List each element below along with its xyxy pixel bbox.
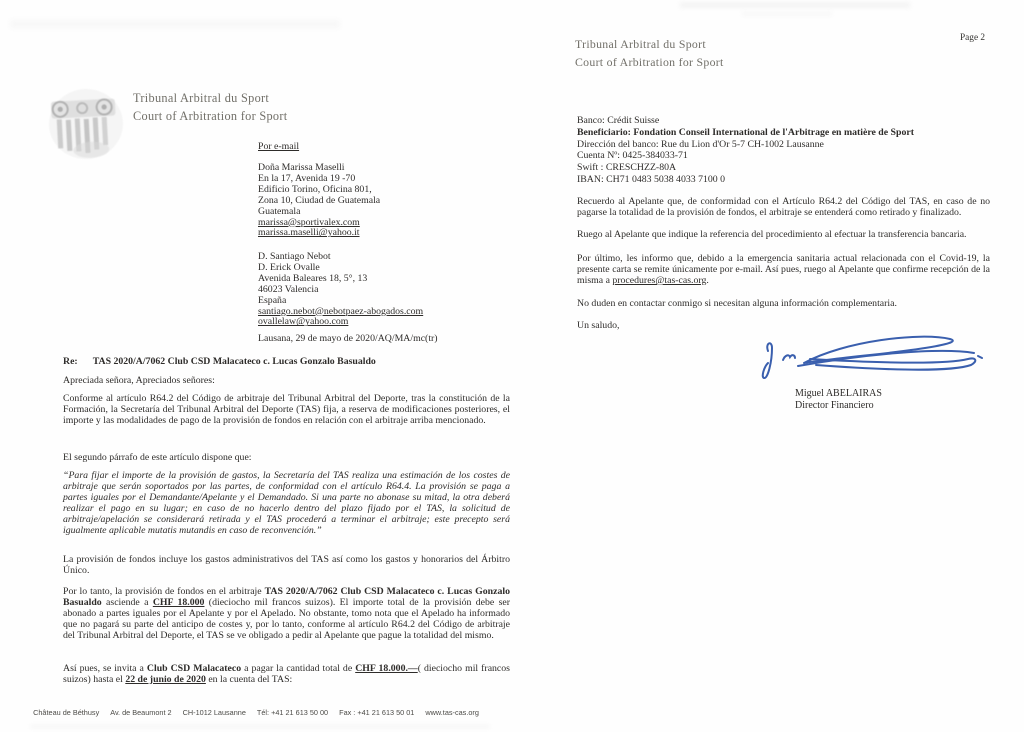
procedures-email: procedures@tas-cas.org bbox=[612, 275, 707, 286]
signer-title: Director Financiero bbox=[795, 399, 874, 411]
paragraph-2-intro: El segundo párrafo de este artículo dispone que: bbox=[63, 452, 252, 463]
closing: Un saludo, bbox=[577, 320, 620, 331]
text-run: . bbox=[706, 275, 709, 286]
rule-quote: “Para fijar el importe de la provisión de gastos, la Secretaría del TAS realiza una estimación de los costes de arbitraje que serán soportados por las partes, de conformidad con el artículo R64.4. La provisión se paga a partes iguales por el Demandante/Apelante y el Demandado. Si una parte no abonase su mitad, la otra deberá realizar el pago en su lugar; en caso de no hacerlo dentro del plazo fijado por el TAS, la solicitud de arbitraje/apelación se considerará retirada y el TAS procederá a terminar el arbitraje; este precepto será igualmente aplicable mutatis mutandis en caso de reconvención.” bbox=[63, 470, 510, 536]
bank-details-block bbox=[577, 115, 914, 186]
paragraph-1: Recuerdo al Apelante que, de conformidad con el Artículo R64.2 del Código del TAS, en caso de no pagarse la totalidad de la provisión de fondos, el arbitraje se entenderá como retirado y finalizado. bbox=[577, 196, 990, 218]
paragraph-5 bbox=[63, 663, 510, 685]
cas-logo bbox=[44, 84, 128, 164]
page-number: Page 2 bbox=[960, 33, 986, 43]
bank-address: Dirección del banco: Rue du Lion d'Or 5-7 CH-1002 Lausanne bbox=[577, 138, 824, 150]
handwritten-signature-icon bbox=[752, 331, 984, 387]
page-footer bbox=[0, 708, 512, 717]
letterhead bbox=[575, 36, 724, 71]
bank-beneficiary: Beneficiario: Fondation Conseil International de l'Arbitrage en matière de Sport bbox=[577, 126, 914, 138]
letterhead bbox=[133, 90, 288, 125]
recipient-email: santiago.nebot@nebotpaez-abogados.com bbox=[258, 305, 424, 317]
club-name-bold: Club CSD Malacateco bbox=[146, 663, 242, 674]
scan-artifact bbox=[742, 12, 832, 16]
recipient-line: D. Erick Ovalle bbox=[258, 261, 320, 273]
text-run: a pagar la cantidad total de bbox=[241, 663, 356, 674]
amount-chf: CHF 18.000 bbox=[152, 597, 205, 608]
footer-street: Av. de Beaumont 2 bbox=[110, 708, 172, 717]
org-name-en: Court of Arbitration for Sport bbox=[133, 108, 288, 123]
org-name-fr: Tribunal Arbitral du Sport bbox=[133, 91, 270, 105]
text-run: asciende a bbox=[101, 597, 153, 608]
recipient-line: Guatemala bbox=[258, 205, 301, 217]
re-label: Re: bbox=[63, 356, 78, 367]
footer-fax: Fax : +41 21 613 50 01 bbox=[339, 708, 415, 717]
bank-account-number: Cuenta Nº: 0425-384033-71 bbox=[577, 150, 688, 162]
case-reference-bold: TAS 2020/A/7062 Club CSD Malacateco c. Lucas Gonzalo Basualdo bbox=[63, 586, 510, 608]
recipient-block-1 bbox=[258, 163, 380, 239]
paragraph-3: La provisión de fondos incluye los gastos administrativos del TAS así como los gastos y honorarios del Árbitro Único. bbox=[63, 554, 510, 576]
recipient-line: 46023 Valencia bbox=[258, 283, 319, 295]
recipient-line: España bbox=[258, 294, 287, 306]
text-run: ( dieciocho mil francos suizos) hasta el bbox=[63, 663, 510, 685]
org-name-fr: Tribunal Arbitral du Sport bbox=[575, 37, 706, 51]
text-run: Así pues, se invita a bbox=[63, 663, 147, 674]
salutation: Apreciada señora, Apreciados señores: bbox=[63, 375, 215, 386]
amount-chf-total: CHF 18.000.— bbox=[355, 663, 418, 674]
paragraph-4 bbox=[63, 586, 510, 641]
recipient-line: Edificio Torino, Oficina 801, bbox=[258, 183, 372, 195]
case-reference: TAS 2020/A/7062 Club CSD Malacateco c. Lucas Gonzalo Basualdo bbox=[92, 356, 376, 367]
re-line bbox=[63, 356, 376, 367]
scan-artifact bbox=[680, 2, 910, 8]
text-run: (dieciocho mil francos suizos). El importe total de la provisión debe ser abonado a partes iguales por el Apelante y por el Apelado. No obstante, tomo nota que el Apelado ha informado que no pagará su parte del anticipo de costes y, por lo tanto, conforme al artículo R64.2 del Código de arbitraje del Tribunal Arbitral del Deporte, el TAS se ve obligado a pedir al Apelante que pague la totalidad del mismo. bbox=[63, 597, 511, 641]
footer-website: www.tas-cas.org bbox=[425, 708, 479, 717]
text-run: Por último, les informo que, debido a la emergencia sanitaria actual relacionada con el Covid-19, la presente carta se remite únicamente por e-mail. Así pues, ruego al Apelante que confirme recepción de la misma a bbox=[577, 253, 990, 286]
deadline-date: 22 de junio de 2020 bbox=[125, 674, 206, 685]
recipient-line: Doña Marissa Maselli bbox=[258, 162, 345, 173]
footer-city: CH-1012 Lausanne bbox=[182, 708, 246, 717]
text-run: Por lo tanto, la provisión de fondos en el arbitraje bbox=[63, 586, 265, 597]
footer-address: Château de Béthusy bbox=[33, 708, 100, 717]
letter-page-2 bbox=[512, 0, 1024, 732]
recipient-email: marissa.maselli@yahoo.it bbox=[258, 227, 360, 239]
paragraph-1: Conforme al artículo R64.2 del Código de arbitraje del Tribunal Arbitral del Deporte, tras la constitución de la Formación, la Secretaría del Tribunal Arbitral del Deporte (TAS) fija, a reserva de modificaciones posteriores, el importe y las modalidades de pago de la provisión de fondos en relación con el arbitraje arriba mencionado. bbox=[63, 393, 510, 426]
bank-swift: Swift : CRESCHZZ-80A bbox=[577, 162, 677, 174]
footer-phone: Tél: +41 21 613 50 00 bbox=[256, 708, 329, 717]
signer-name: Miguel ABELAIRAS bbox=[795, 388, 882, 399]
bank-name: Banco: Crédit Suisse bbox=[577, 115, 660, 126]
paragraph-2: Ruego al Apelante que indique la referencia del procedimiento al efectuar la transferencia bancaria. bbox=[577, 229, 967, 240]
date-line: Lausana, 29 de mayo de 2020/AQ/MA/mc(tr) bbox=[258, 333, 438, 344]
signer-block bbox=[795, 388, 882, 411]
signature bbox=[752, 331, 984, 387]
bank-iban: IBAN: CH71 0483 5038 4033 7100 0 bbox=[577, 173, 726, 185]
recipient-line: En la 17, Avenida 19 -70 bbox=[258, 172, 356, 184]
scan-artifact bbox=[30, 725, 490, 728]
recipient-line: D. Santiago Nebot bbox=[258, 251, 331, 262]
text-run: en la cuenta del TAS: bbox=[205, 674, 293, 685]
recipient-block-2 bbox=[258, 252, 423, 328]
paragraph-3 bbox=[577, 253, 990, 286]
recipient-line: Avenida Baleares 18, 5°, 13 bbox=[258, 272, 368, 284]
recipient-email: ovallelaw@yahoo.com bbox=[258, 316, 349, 328]
recipient-line: Zona 10, Ciudad de Guatemala bbox=[258, 194, 381, 206]
paragraph-4: No duden en contactar conmigo si necesitan alguna información complementaria. bbox=[577, 298, 897, 309]
cas-column-logo-icon bbox=[44, 84, 128, 164]
delivery-method: Por e-mail bbox=[258, 141, 300, 152]
scan-artifact bbox=[10, 20, 340, 28]
recipient-email: marissa@sportivalex.com bbox=[258, 216, 360, 228]
org-name-en: Court of Arbitration for Sport bbox=[575, 54, 724, 69]
